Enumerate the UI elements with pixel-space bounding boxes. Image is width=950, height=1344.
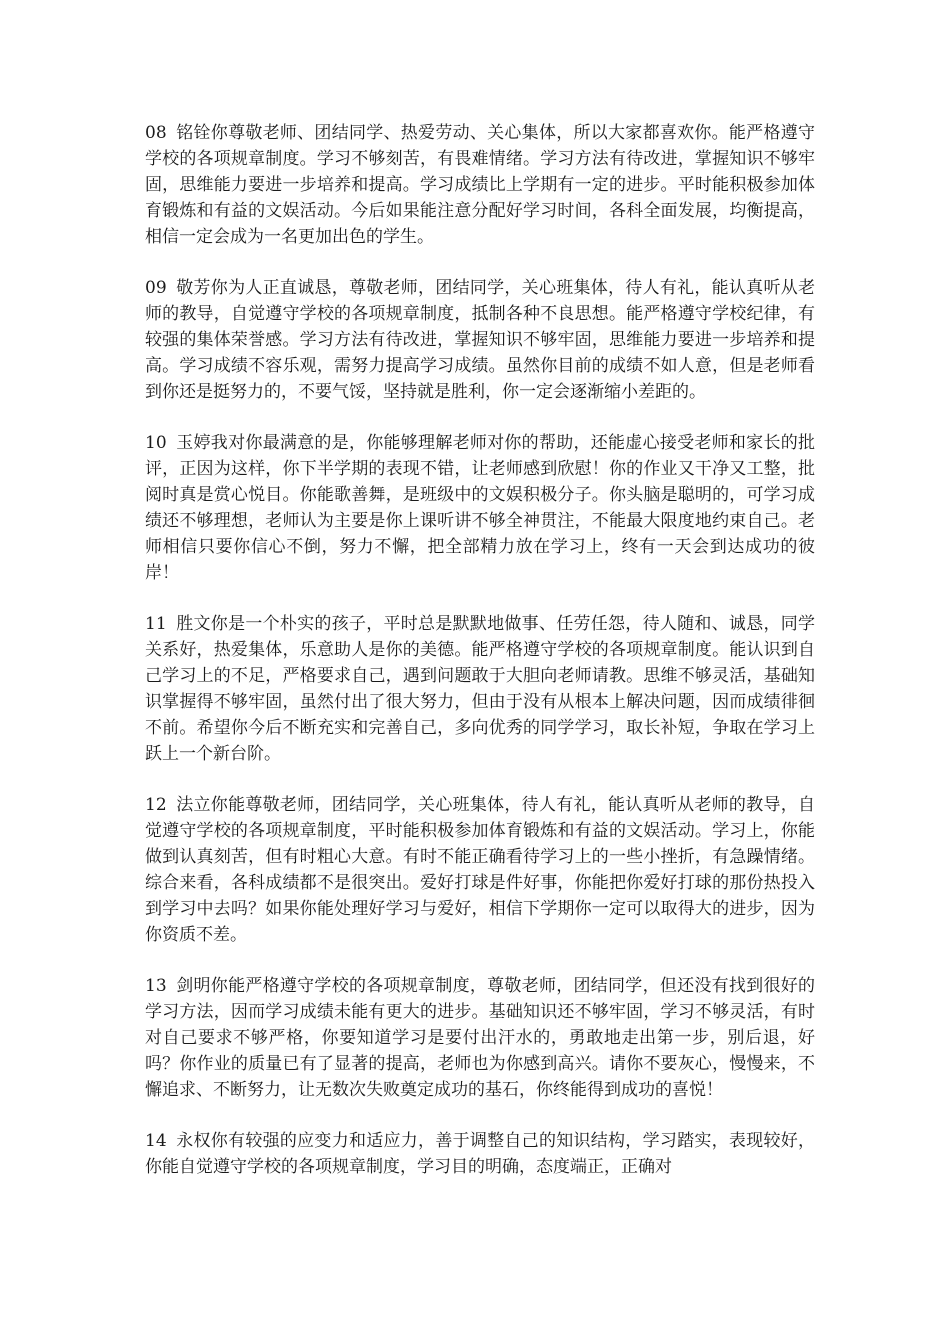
- comment-number: 08: [145, 123, 167, 143]
- comment-paragraph-12: [145, 792, 815, 948]
- comment-paragraph-09: [145, 275, 815, 405]
- comment-paragraph-13: [145, 973, 815, 1103]
- comment-number: 10: [145, 433, 167, 453]
- comment-text: 剑明你能严格遵守学校的各项规章制度，尊敬老师，团结同学，但还没有找到很好的学习方法，因而学习成绩未能有更大的进步。基础知识还不够牢固，学习不够灵活，有时对自己要求不够严格，你要知道学习是要付出汗水的，勇敢地走出第一步，别后退，好吗？你作业的质量已有了显著的提高，老师也为你感到高兴。请你不要灰心，慢慢来，不懈追求、不断努力，让无数次失败奠定成功的基石，你终能得到成功的喜悦！: [145, 976, 815, 1100]
- comment-paragraph-11: [145, 611, 815, 767]
- comment-number: 12: [145, 795, 167, 815]
- comment-paragraph-08: [145, 120, 815, 250]
- comment-text: 永权你有较强的应变力和适应力，善于调整自己的知识结构，学习踏实，表现较好，你能自觉遵守学校的各项规章制度，学习目的明确，态度端正，正确对: [145, 1131, 815, 1177]
- comment-text: 玉婷我对你最满意的是，你能够理解老师对你的帮助，还能虚心接受老师和家长的批评，正因为这样，你下半学期的表现不错，让老师感到欣慰！你的作业又干净又工整，批阅时真是赏心悦目。你能歌善舞，是班级中的文娱积极分子。你头脑是聪明的，可学习成绩还不够理想，老师认为主要是你上课听讲不够全神贯注，不能最大限度地约束自己。老师相信只要你信心不倒，努力不懈，把全部精力放在学习上，终有一天会到达成功的彼岸！: [145, 433, 815, 583]
- comment-list: [145, 120, 815, 1205]
- comment-number: 13: [145, 976, 167, 996]
- comment-text: 法立你能尊敬老师，团结同学，关心班集体，待人有礼，能认真听从老师的教导，自觉遵守学校的各项规章制度，平时能积极参加体育锻炼和有益的文娱活动。学习上，你能做到认真刻苦，但有时粗心大意。有时不能正确看待学习上的一些小挫折，有急躁情绪。综合来看，各科成绩都不是很突出。爱好打球是件好事，你能把你爱好打球的那份热投入到学习中去吗？如果你能处理好学习与爱好，相信下学期你一定可以取得大的进步，因为你资质不差。: [145, 795, 815, 945]
- comment-paragraph-10: [145, 430, 815, 586]
- comment-text: 胜文你是一个朴实的孩子，平时总是默默地做事、任劳任怨，待人随和、诚恳，同学关系好，热爱集体，乐意助人是你的美德。能严格遵守学校的各项规章制度。能认识到自己学习上的不足，严格要求自己，遇到问题敢于大胆向老师请教。思维不够灵活，基础知识掌握得不够牢固，虽然付出了很大努力，但由于没有从根本上解决问题，因而成绩徘徊不前。希望你今后不断充实和完善自己，多向优秀的同学学习，取长补短，争取在学习上跃上一个新台阶。: [145, 614, 815, 764]
- comment-text: 铭铨你尊敬老师、团结同学、热爱劳动、关心集体，所以大家都喜欢你。能严格遵守学校的各项规章制度。学习不够刻苦，有畏难情绪。学习方法有待改进，掌握知识不够牢固，思维能力要进一步培养和提高。学习成绩比上学期有一定的进步。平时能积极参加体育锻炼和有益的文娱活动。今后如果能注意分配好学习时间，各科全面发展，均衡提高，相信一定会成为一名更加出色的学生。: [145, 123, 815, 247]
- comment-number: 09: [145, 278, 167, 298]
- comment-number: 11: [145, 614, 167, 634]
- comment-paragraph-14: [145, 1128, 815, 1180]
- comment-number: 14: [145, 1131, 167, 1151]
- comment-text: 敬芳你为人正直诚恳，尊敬老师，团结同学，关心班集体，待人有礼，能认真听从老师的教导，自觉遵守学校的各项规章制度，抵制各种不良思想。能严格遵守学校纪律，有较强的集体荣誉感。学习方法有待改进，掌握知识不够牢固，思维能力要进一步培养和提高。学习成绩不容乐观，需努力提高学习成绩。虽然你目前的成绩不如人意，但是老师看到你还是挺努力的，不要气馁，坚持就是胜利，你一定会逐渐缩小差距的。: [145, 278, 815, 402]
